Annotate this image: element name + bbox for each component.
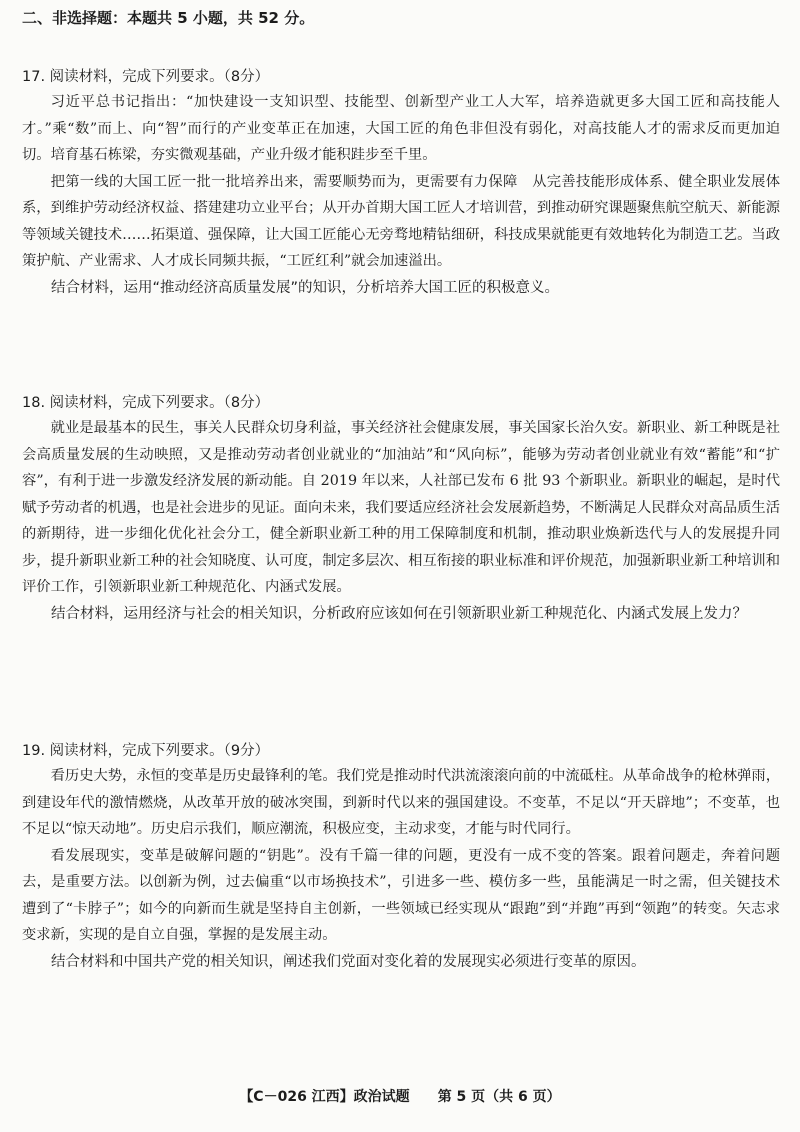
material-paragraph: 习近平总书记指出：“加快建设一支知识型、技能型、创新型产业工人大军，培养造就更多大国工匠和高技能人才。”乘“数”而上、向“智”而行的产业变革正在加速，大国工匠的角色非但没有弱化，对高技能人才的需求反而更加迫切。培育基石栋梁，夯实微观基础，产业升级才能积跬步至千里。 [22, 94, 780, 163]
page-number: 第 5 页（共 6 页） [437, 1089, 561, 1105]
question-19 [22, 740, 780, 975]
question-title: 18. 阅读材料，完成下列要求。（8分） [22, 395, 270, 411]
question-title: 17. 阅读材料，完成下列要求。（8分） [22, 69, 270, 85]
question-title: 19. 阅读材料，完成下列要求。（9分） [22, 743, 270, 759]
question-task: 结合材料，运用“推动经济高质量发展”的知识，分析培养大国工匠的积极意义。 [51, 279, 560, 296]
exam-code: 【C－026 江西】政治试题 [239, 1089, 410, 1105]
question-task: 结合材料，运用经济与社会的相关知识，分析政府应该如何在引领新职业新工种规范化、内涵式发展上发力？ [51, 605, 747, 622]
material-paragraph: 看发展现实，变革是破解问题的“钥匙”。没有千篇一律的问题，更没有一成不变的答案。跟着问题走，奔着问题去，是重要方法。以创新为例，过去偏重“以市场换技术”，引进多一些、模仿多一些，虽能满足一时之需，但关键技术遭到了“卡脖子”；如今的向新而生就是坚持自主创新，一些领域已经实现从“跟跑”到“并跑”再到“领跑”的转变。矢志求变求新，实现的是自立自强，掌握的是发展主动。 [22, 847, 780, 943]
material-paragraph: 看历史大势，永恒的变革是历史最锋利的笔。我们党是推动时代洪流滚滚向前的中流砥柱。从革命战争的枪林弹雨，到建设年代的激情燃烧，从改革开放的破冰突围，到新时代以来的强国建设。不变革，不足以“开天辟地”；不变革，也不足以“惊天动地”。历史启示我们，顺应潮流，积极应变，主动求变，才能与时代同行。 [22, 768, 780, 837]
material-paragraph: 就业是最基本的民生，事关人民群众切身利益，事关经济社会健康发展，事关国家长治久安。新职业、新工种既是社会高质量发展的生动映照，又是推动劳动者创业就业的“加油站”和“风向标”，能够为劳动者创业就业有效“蓄能”和“扩容”，有利于进一步激发经济发展的新动能。自 2019 年以来，人社部已发布 6 批 93 个新职业。新职业的崛起，是时代赋予劳动者的机遇，也是社会进步的见证。面向未来，我们要适应经济社会发展新趋势，不断满足人民群众对高品质生活的新期待，进一步细化优化社会分工，健全新职业新工种的用工保障制度和机制，推动职业焕新迭代与人的发展提升同步，提升新职业新工种的社会知晓度、认可度，制定多层次、相互衔接的职业标准和评价规范，加强新职业新工种培训和评价工作，引领新职业新工种规范化、内涵式发展。 [22, 420, 780, 595]
section-header: 二、非选择题：本题共 5 小题，共 52 分。 [22, 9, 315, 27]
question-18 [22, 392, 780, 627]
question-task: 结合材料和中国共产党的相关知识，阐述我们党面对变化着的发展现实必须进行变革的原因。 [51, 953, 646, 970]
material-paragraph: 把第一线的大国工匠一批一批培养出来，需要顺势而为，更需要有力保障 从完善技能形成体系、健全职业发展体系，到维护劳动经济权益、搭建建功立业平台；从开办首期大国工匠人才培训营，到推动研究课题聚焦航空航天、新能源等领域关键技术……拓渠道、强保障，让大国工匠能心无旁骛地精钻细研，科技成果就能更有效地转化为制造工艺。当政策护航、产业需求、人才成长同频共振，“工匠红利”就会加速溢出。 [22, 173, 780, 269]
page-footer [0, 1086, 800, 1108]
question-17 [22, 66, 780, 301]
